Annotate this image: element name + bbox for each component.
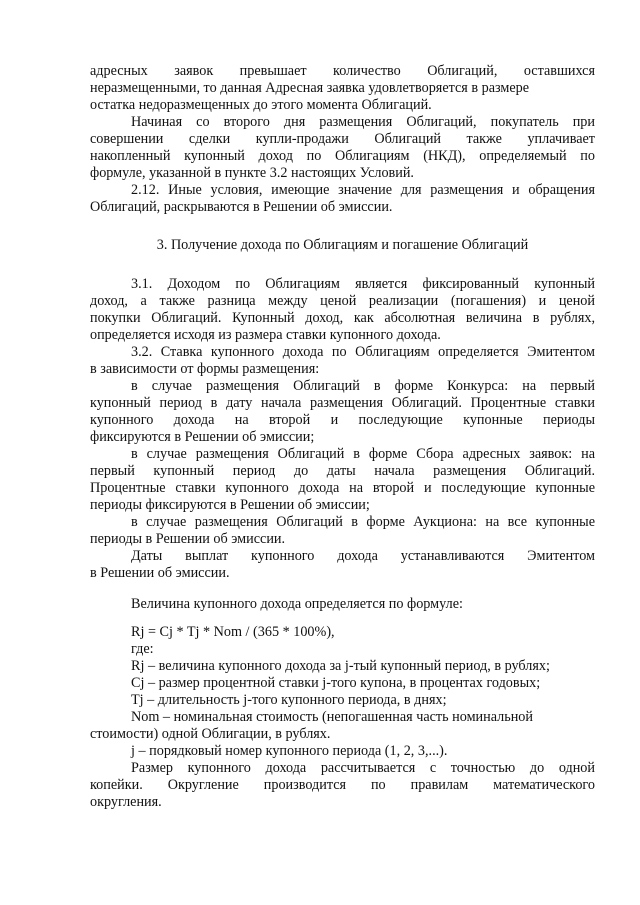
text-line: Начиная со второго дня размещения Облигаций, покупатель при: [131, 114, 595, 130]
text-line: в случае размещения Облигаций в форме Сбора адресных заявок: на: [131, 446, 595, 462]
text-line: купонный период в дату начала размещения Облигаций. Процентные ставки: [90, 395, 595, 411]
text-line: 3.1. Доходом по Облигациям является фиксированный купонный: [131, 276, 595, 292]
text-line: неразмещенными, то данная Адресная заявка удовлетворяется в размере: [90, 80, 530, 96]
text-line: Процентные ставки купонного дохода на второй и последующие купонные: [90, 480, 595, 496]
text-line: фиксируются в Решении об эмиссии;: [90, 429, 315, 445]
text-line: покупки Облигаций. Купонный доход, как абсолютная величина в рублях,: [90, 310, 595, 326]
text-line: адресных заявок превышает количество Облигаций, оставшихся: [90, 63, 595, 79]
text-line: Величина купонного дохода определяется по формуле:: [131, 596, 463, 612]
text-line: округления.: [90, 794, 162, 810]
text-line: первый купонный период до даты начала размещения Облигаций.: [90, 463, 595, 479]
text-line: остатка недоразмещенных до этого момента Облигаций.: [90, 97, 432, 113]
text-line: периоды фиксируются в Решении об эмиссии;: [90, 497, 370, 513]
text-line: копейки. Округление производится по правилам математического: [90, 777, 595, 793]
text-line: в зависимости от формы размещения:: [90, 361, 320, 377]
text-line: Даты выплат купонного дохода устанавливаются Эмитентом: [131, 548, 595, 564]
text-line: в случае размещения Облигаций в форме Аукциона: на все купонные: [131, 514, 595, 530]
section-heading: 3. Получение дохода по Облигациям и погашение Облигаций: [156, 237, 529, 253]
definition-rj: Rj – величина купонного дохода за j-тый купонный период, в рублях;: [131, 658, 550, 674]
definition-j: j – порядковый номер купонного периода (1, 2, 3,...).: [131, 743, 448, 759]
text-line: совершении сделки купли-продажи Облигаций также уплачивает: [90, 131, 595, 147]
text-line: 2.12. Иные условия, имеющие значение для размещения и обращения: [131, 182, 595, 198]
text-line: в Решении об эмиссии.: [90, 565, 230, 581]
formula: Rj = Cj * Tj * Nom / (365 * 100%),: [131, 624, 335, 640]
text-line: определяется исходя из размера ставки купонного дохода.: [90, 327, 441, 343]
text-line: накопленный купонный доход по Облигациям (НКД), определяемый по: [90, 148, 595, 164]
text-line: доход, а также разница между ценой реализации (погашения) и ценой: [90, 293, 595, 309]
text-line: в случае размещения Облигаций в форме Конкурса: на первый: [131, 378, 595, 394]
text-line: 3.2. Ставка купонного дохода по Облигациям определяется Эмитентом: [131, 344, 595, 360]
definition-tj: Tj – длительность j-того купонного периода, в днях;: [131, 692, 447, 708]
text-line: купонного дохода на второй и последующие купонные периоды: [90, 412, 595, 428]
text-line: Облигаций, раскрываются в Решении об эмиссии.: [90, 199, 393, 215]
definition-cj: Cj – размер процентной ставки j-того купона, в процентах годовых;: [131, 675, 541, 691]
text-line: Размер купонного дохода рассчитывается с точностью до одной: [131, 760, 595, 776]
text-line: стоимости) одной Облигации, в рублях.: [90, 726, 331, 742]
text-line: формуле, указанной в пункте 3.2 настоящих Условий.: [90, 165, 414, 181]
text-line: периоды в Решении об эмиссии.: [90, 531, 286, 547]
definition-nom: Nom – номинальная стоимость (непогашенная часть номинальной: [131, 709, 533, 725]
text-line: где:: [131, 641, 154, 657]
